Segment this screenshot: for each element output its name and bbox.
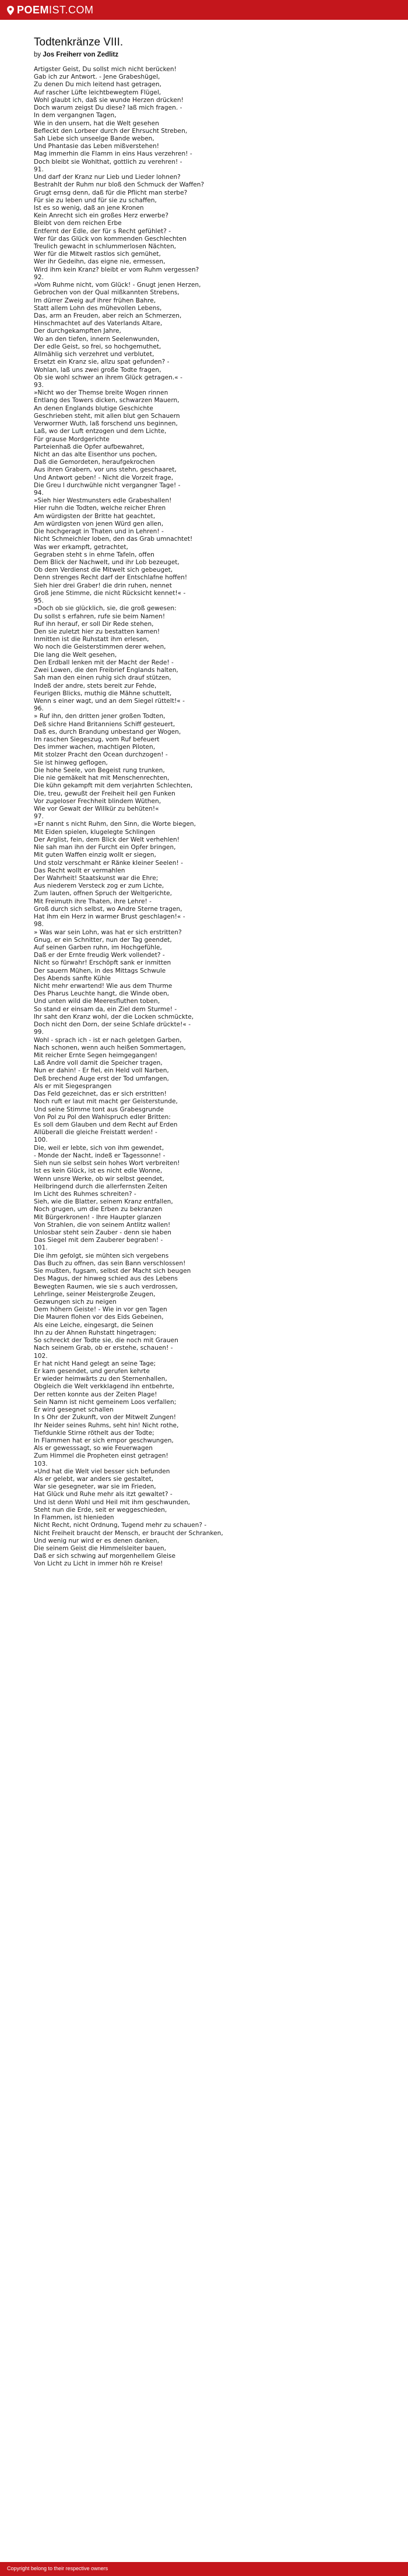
poem-line: 95. (34, 597, 44, 605)
byline-prefix: by (34, 51, 41, 58)
poem-line: Die ihm gefolgt, sie mühten sich vergebens (34, 1252, 169, 1259)
poem-line: Deß brechend Auge erst der Tod umfangen, (34, 1075, 169, 1082)
poem-line: Es soll dem Glauben und dem Recht auf Erden (34, 1121, 178, 1128)
poem-line: Steht nun die Erde, seit er weggeschieden, (34, 1506, 167, 1514)
poem-line: Zum lauten, offnen Spruch der Weltgerichte, (34, 890, 172, 898)
poem-line: Wer für die Mitwelt rastlos sich gemühet, (34, 251, 161, 258)
poem-line: Groß durch sich selbst, wo Andre Sterne tragen, (34, 905, 182, 913)
poem-line: » Ruf ihn, den dritten jener großen Todten, (34, 713, 166, 720)
author-link[interactable]: Jos Freiherr von Zedlitz (43, 51, 119, 58)
poem-line: 92. (34, 273, 44, 281)
poem-line: Der sauern Mühen, in des Mittags Schwule (34, 967, 166, 974)
poem-line: Artigster Geist, Du sollst mich nicht berücken! (34, 66, 177, 73)
poem-line: Die nie gemäkelt hat mit Menschenrechten, (34, 775, 170, 782)
poem-line: Dem Blick der Nachwelt, und ihr Lob bezeuget, (34, 559, 180, 566)
poem-line: Sein Namn ist nicht gemeinem Loos verfallen; (34, 1398, 177, 1406)
poem-line: Du sollst s erfahren, rufe sie beim Namen! (34, 613, 166, 620)
poem-line: Der Arglist, fein, dem Blick der Welt verhehlen! (34, 836, 180, 843)
poem-line: Inmitten ist die Ruhstatt ihm erlesen, (34, 636, 149, 643)
poem-line: Mit reicher Ernte Segen heimgegangen! (34, 1052, 158, 1059)
poem-line: 102. (34, 1352, 48, 1360)
logo-text: POEM (17, 4, 50, 16)
poem-line: Als er gelebt, war anders sie gestaltet, (34, 1476, 154, 1483)
poem-line: Am würdigsten von jenen Würd gen allen, (34, 520, 164, 527)
poem-line: Sie mußten, fugsam, selbst der Macht sich beugen (34, 1268, 191, 1275)
poem-line: Der Wahrheit! Staatskunst war die Ehre; (34, 874, 159, 882)
poem-line: Was wer erkampft, getrachtet, (34, 543, 128, 551)
poem-line: Nach schonen, wenn auch heißen Sommertagen, (34, 1044, 186, 1051)
poem-line: »Er nannt s nicht Ruhm, den Sinn, die Worte biegen, (34, 821, 196, 828)
poem-line: Allmählig sich verzehret und verblutet, (34, 351, 154, 358)
poem-line: Nicht an das alte Eisenthor uns pochen, (34, 451, 157, 458)
poem-line: 100. (34, 1136, 48, 1144)
poem-line: Wie in den unsern, hat die Welt gesehen (34, 119, 159, 127)
poem-line: Statt allem Lohn des mühevollen Lebens, (34, 304, 162, 312)
poem-line: Das Siegel mit dem Zauberer begraben! - (34, 1237, 163, 1244)
poem-line: Nicht Freiheit braucht der Mensch, er braucht der Schranken, (34, 1529, 223, 1537)
poem-line: Obgleich die Welt verkklagend ihn entbehrte, (34, 1383, 174, 1391)
poem-line: Daß es, durch Brandung unbestand ger Wogen, (34, 728, 181, 736)
poem-line: Denn strenges Recht darf der Entschlafne hoffen! (34, 574, 188, 582)
poem-line: Im Licht des Ruhmes schreiten? - (34, 1190, 136, 1198)
poem-line: Sah Liebe sich unseelge Bande weben, (34, 135, 154, 142)
poem-line: Laß Andre voll damit die Speicher tragen, (34, 1060, 163, 1067)
poem-line: Mit Freimuth ihre Thaten, ihre Lehre! - (34, 898, 152, 905)
pin-icon (7, 6, 14, 15)
byline (34, 51, 384, 59)
poem-line: Wie vor Gewalt der Willkür zu behüten!« (34, 805, 159, 812)
poem-line: Aus ihren Grabern, vor uns stehn, geschaaret, (34, 466, 177, 474)
poem-line: Auf seinen Garben ruhn, im Hochgefühle, (34, 944, 162, 951)
poem-line: Gegraben steht s in ehrne Tafeln, offen (34, 551, 154, 558)
poem-line: Und darf der Kranz nur Lieb und Lieder lohnen? (34, 174, 181, 181)
poem-line: Die seinem Geist die Himmelsleiter bauen, (34, 1545, 167, 1552)
poem-line: Und wenig nur wird er es denen danken, (34, 1537, 159, 1544)
poem-line: Mit Bürgerkronen! - Ihre Haupter glanzen (34, 1213, 161, 1221)
poem-line: »Und hat die Welt viel besser sich befunden (34, 1468, 170, 1475)
poem-line: Die kühn gekampft mit dem verjahrten Schlechten, (34, 782, 193, 790)
poem-line: Die Greu l durchwühle nicht vergangner Tage! - (34, 481, 181, 489)
poem-line: - Monde der Nacht, indeß er Tagessonne! - (34, 1152, 166, 1159)
poem-line: So stand er einsam da, ein Ziel dem Sturme! - (34, 1005, 177, 1013)
poem-line: Wenn s einer wagt, und an dem Siegel rüttelt!« - (34, 697, 185, 705)
poem-line: 101. (34, 1244, 48, 1252)
poem-line: Und stolz verschmaht er Ränke kleiner Seelen! - (34, 859, 183, 867)
poem-line: Der retten konnte aus der Zeiten Plage! (34, 1391, 157, 1398)
poem-line: Doch nicht den Dorn, der seine Schlafe drückte!« - (34, 1021, 191, 1029)
poem-line: Wohl - sprach ich - ist er nach geletgen Garben, (34, 1036, 182, 1044)
poem-line: Gezwungen sich zu neigen (34, 1298, 117, 1305)
poem-line: Und ist denn Wohl und Heil mit ihm geschwunden, (34, 1498, 191, 1506)
poem-line: Mit guten Waffen einzig wollt er siegen, (34, 851, 156, 859)
poem-line: Sieh, wie die Blatter, seinem Kranz entfallen, (34, 1198, 173, 1206)
poem-line: Entfernt der Edle, der für s Recht gefühlet? - (34, 227, 171, 235)
poem-line: Daß er sich schwing auf morgenhellem Gleise (34, 1553, 175, 1560)
poem-line: Er wieder heimwärts zu den Sternenhallen, (34, 1375, 167, 1383)
poem-line: »Vom Ruhme nicht, vom Glück! - Gnugt jenen Herzen, (34, 281, 201, 289)
poem-line: 103. (34, 1460, 48, 1468)
poem-line: Bewegten Raumen, wie sie s auch verdrossen, (34, 1283, 178, 1290)
poem-line: So schreckt der Todte sie, die noch mit Grauen (34, 1337, 178, 1345)
poem-line: Daß er der Ernte freudig Werk vollendet? - (34, 952, 165, 959)
poem-line: Das Buch zu offnen, das sein Bann verschlossen! (34, 1259, 186, 1267)
poem-line: Sieh nun sie selbst sein hohes Wort verbreiten! (34, 1160, 180, 1167)
poem-line: Für grause Mordgerichte (34, 435, 110, 443)
poem-line: Gnug, er ein Schnitter, nun der Tag geendet, (34, 936, 172, 944)
poem-line: Dem höhern Geiste! - Wie in vor gen Tagen (34, 1306, 167, 1314)
poem-line: Nach seinem Grab, ob er erstehe, schauen! - (34, 1345, 173, 1352)
poem-line: Feurigen Blicks, muthig die Mähne schuttelt, (34, 689, 172, 697)
poem-line: 96. (34, 705, 44, 713)
poem-line: Ob dem Verdienst die Mitwelt sich gebeuget, (34, 566, 173, 574)
poem-line: Mit stolzer Pracht den Ocean durchzogen! - (34, 751, 168, 759)
poem-line: Nicht so fürwahr! Erschöpft sank er inmitten (34, 959, 171, 967)
poem-line: Mit Eiden spielen, klugelegte Schlingen (34, 828, 156, 836)
poem-body (34, 66, 384, 1568)
poem-line: Zum Himmel die Propheten einst getragen! (34, 1452, 168, 1460)
poem-line: Den sie zuletzt hier zu bestatten kamen! (34, 628, 160, 635)
poem-line: Der durchgekampften Jahre, (34, 328, 121, 335)
site-header (0, 0, 408, 20)
poem-line: Noch grugen, um die Erben zu bekranzen (34, 1206, 163, 1213)
poem-line: 94. (34, 490, 44, 497)
poem-line: Die, treu, gewußt der Freiheit heil gen Funken (34, 790, 175, 797)
site-footer (0, 2562, 408, 2576)
poem-line: Wohlan, laß uns zwei große Todte fragen, (34, 366, 161, 374)
poem-line: Als er mit Siegesprangen (34, 1082, 112, 1090)
poem-line: Mag immerhin die Flamm in eins Haus verzehren! - (34, 150, 192, 158)
poem-line: Der edle Geist, so frei, so hochgemuthet, (34, 343, 161, 350)
poem-line: Zwei Lowen, die den Freibrief Englands halten, (34, 667, 178, 674)
poem-line: Wird ihm kein Kranz? bleibt er vom Ruhm vergessen? (34, 266, 199, 273)
poem-line: Bestrahlt der Ruhm nur bloß den Schmuck der Waffen? (34, 181, 205, 189)
poem-line: Des Magus, der hinweg schied aus des Lebens (34, 1275, 178, 1283)
poem-title: Todtenkränze VIII. (34, 36, 124, 48)
poem-line: Und Antwort geben! - Nicht die Vorzeit frage, (34, 474, 174, 481)
poem-line: Auf rascher Lüfte leichtbewegtem Flügel, (34, 89, 161, 96)
poem-line: In s Ohr der Zukunft, von der Mitwelt Zungen! (34, 1414, 177, 1421)
poem-line: Er wird gesegnet schallen (34, 1406, 114, 1414)
poem-line: Er kam gesendet, und gerufen kehrte (34, 1367, 150, 1375)
poem-line: Im dürrer Zweig auf ihrer frühen Bahre, (34, 297, 156, 304)
poem-line: Unlosbar steht sein Zauber - denn sie haben (34, 1229, 172, 1237)
poem-line: »Sieh hier Westmunsters edle Grabeshallen! (34, 497, 172, 505)
poem-line: Hat ihm ein Herz in warmer Brust geschlagen!« - (34, 913, 185, 921)
poem-content (34, 36, 384, 1568)
poem-line: In Flammen, ist hienieden (34, 1514, 114, 1522)
poem-line: Sah man den einen ruhig sich drauf stützen, (34, 674, 171, 682)
poem-line: Lehrlinge, seiner Meistergroße Zeugen, (34, 1290, 156, 1298)
poem-line: Und unten wild die Meeresfluthen toben, (34, 998, 160, 1005)
poem-line: Gebrochen von der Qual mißkannten Strebens, (34, 289, 180, 297)
poem-line: Grugt ernsg denn, daß für die Pflicht man sterbe? (34, 189, 188, 196)
poem-line: Am würdigsten der Britte hat geachtet, (34, 512, 156, 520)
poem-line: Aus niederem Versteck zog er zum Lichte, (34, 882, 164, 890)
poem-line: Ihr saht den Kranz wohl, der die Locken schmückte, (34, 1013, 194, 1020)
poem-line: Vor zugeloser Frechheit blindem Wüthen, (34, 797, 161, 805)
poem-line: Von Pol zu Pol den Wahlspruch edler Britten: (34, 1113, 171, 1121)
poem-line: »Doch ob sie glücklich, sie, die groß gewesen: (34, 605, 177, 613)
poem-line: Nicht Schmeichler loben, den das Grab umnachtet! (34, 536, 193, 543)
poem-line: Hat Glück und Ruhe mehr als itzt gewaltet? - (34, 1491, 173, 1498)
poem-line: Und Phantasie das Leben mißverstehen! (34, 143, 159, 150)
poem-line: Entlang des Towers dicken, schwarzen Mauern, (34, 397, 180, 404)
poem-line: Sie ist hinweg geflogen, (34, 759, 108, 766)
poem-line: Groß jene Stimme, die nicht Rücksicht kennet!« - (34, 589, 186, 597)
poem-line: Nun er dahin! - Er fiel, ein Held voll Narben, (34, 1067, 169, 1075)
poem-line: Ruf ihn herauf, er soll Dir Rede stehen, (34, 620, 154, 628)
poem-line: 91. (34, 166, 44, 173)
poem-line: Des Pharus Leuchte hangt, die Winde oben, (34, 990, 170, 998)
poem-line: Als er gewesssagt, so wie Feuerwagen (34, 1445, 153, 1452)
poem-line: Nicht mehr erwartend! Wie aus dem Thurme (34, 983, 173, 990)
poem-line: Kein Anrecht sich ein großes Herz erwerbe? (34, 212, 168, 220)
poem-line: »Nicht wo der Themse breite Wogen rinnen (34, 389, 168, 397)
poem-line: Wenn unsre Werke, ob wir selbst geendet, (34, 1175, 164, 1183)
poem-line: Hier ruhn die Todten, welche reicher Ehren (34, 505, 166, 512)
poem-line: Laß, wo der Luft entzogen und dem Lichte, (34, 428, 167, 435)
poem-line: Wo an den tiefen, innern Seelenwunden, (34, 335, 160, 343)
copyright-text: Copyright belong to their respective owners (7, 2566, 108, 2571)
poem-line: Ist es so wenig, daß an jene Kronen (34, 204, 144, 212)
poem-line: Des immer wachen, machtigen Piloten, (34, 744, 156, 751)
poem-line: Zu denen Du mich leitend hast getragen, (34, 81, 161, 89)
poem-line: In Flammen hat er sich empor geschwungen, (34, 1437, 174, 1444)
poem-line: Ob sie wohl schwer an ihrem Glück getragen.« - (34, 374, 182, 381)
poem-line: Die, weil er lebte, sich von ihm gewendet, (34, 1144, 164, 1152)
poem-line: Treulich gewacht in schlummerlosen Nächten, (34, 243, 177, 251)
poem-line: Gab ich zur Antwort. - Jene Grabeshügel, (34, 73, 160, 81)
poem-line: 93. (34, 381, 44, 389)
poem-line: » Was war sein Lohn, was hat er sich erstritten? (34, 928, 182, 936)
poem-line: Verworrner Wuth, laß forschend uns beginnen, (34, 420, 178, 428)
poem-line: 97. (34, 813, 44, 821)
poem-line: 98. (34, 921, 44, 928)
poem-line: Die hochgeragt in Thaten und in Lehren! - (34, 528, 164, 536)
poem-line: Hinschmachtet auf des Vaterlands Altare, (34, 320, 163, 328)
poem-line: Von Strahlen, die von seinem Antlitz wallen! (34, 1221, 171, 1229)
poem-line: Nicht Recht, nicht Ordnung, Tugend mehr zu schauen? - (34, 1522, 207, 1529)
poem-line: Noch ruft er laut mit macht ger Geisterstunde, (34, 1098, 178, 1106)
logo-text-light: IST.COM (49, 4, 94, 16)
poem-line: Wo noch die Geisterstimmen derer wehen, (34, 643, 166, 651)
poem-line: Deß sichre Hand Britanniens Schiff gesteuert, (34, 720, 175, 728)
poem-line: Die hohe Seele, von Begeist rung trunken, (34, 766, 165, 774)
site-logo[interactable] (7, 4, 94, 16)
poem-line: Den Erdball lenken mit der Macht der Rede! - (34, 659, 174, 666)
poem-line: Ersetzt ein Kranz sie, allzu spat gefunden? - (34, 358, 170, 366)
poem-line: Und seine Stimme tont aus Grabesgrunde (34, 1106, 164, 1113)
poem-line: Das Recht wollt er vermahlen (34, 867, 125, 874)
poem-line: Indeß der andre, stets bereit zur Fehde, (34, 682, 157, 689)
poem-line: Bleibt von dem reichen Erbe (34, 220, 122, 227)
poem-line: An denen Englands blutige Geschichte (34, 404, 153, 412)
poem-line: Die lang die Welt gesehen, (34, 651, 117, 659)
poem-line: Ist es kein Glück, ist es nicht edle Wonne, (34, 1167, 163, 1175)
poem-line: Wer ihr Gedeihn, das eigne nie, ermessen, (34, 258, 166, 266)
poem-line: Das Feld gezeichnet, das er sich erstritten! (34, 1090, 167, 1098)
poem-line: Daß die Gemordeten, heraufgekrochen (34, 459, 155, 466)
poem-line: Doch bleibt sie Wohlthat, gottlich zu verehren! - (34, 158, 182, 166)
poem-line: Heilbringend durch die allerfernsten Zeiten (34, 1183, 167, 1190)
poem-line: Nie sah man ihn der Furcht ein Opfer bringen, (34, 844, 176, 851)
poem-line: Als eine Leiche, eingesargt, die Seinen (34, 1321, 154, 1329)
poem-line: Sieh hier drei Graber! die drin ruhen, nennet (34, 582, 172, 589)
poem-line: In dem vergangnen Tagen, (34, 112, 117, 119)
poem-line: Das, arm an Freuden, aber reich an Schmerzen, (34, 312, 182, 319)
poem-line: Tiefdunkle Stirne röthelt aus der Todte; (34, 1429, 154, 1437)
poem-line: Geschrieben steht, mit allen blut gen Schauern (34, 412, 180, 420)
poem-line: Wohl glaubt ich, daß sie wunde Herzen drücken! (34, 96, 184, 104)
poem-line: Befleckt den Lorbeer durch der Ehrsucht Streben, (34, 127, 188, 135)
poem-line: Für sie zu leben und für sie zu schaffen, (34, 196, 157, 204)
poem-line: Von Licht zu Licht in immer höh re Kreise! (34, 1560, 163, 1568)
poem-line: Doch warum zeigst Du diese? laß mich fragen. - (34, 104, 182, 112)
poem-line: Im raschen Siegeszug, vom Ruf befeuert (34, 736, 160, 744)
poem-line: War sie gesegneter, war sie im Frieden, (34, 1483, 156, 1491)
poem-line: Ihn zu der Ahnen Ruhstatt hingetragen; (34, 1329, 157, 1336)
poem-line: Er hat nicht Hand gelegt an seine Tage; (34, 1360, 156, 1367)
poem-line: Parteienhaß die Opfer aufbewahret, (34, 443, 145, 451)
poem-line: Wer für das Glück von kommenden Geschlechten (34, 235, 187, 242)
poem-line: Ihr Neider seines Ruhms, seht hin! Nicht rothe, (34, 1421, 179, 1429)
poem-line: 99. (34, 1029, 44, 1036)
poem-line: Allüberall die gleiche Freistatt werden! - (34, 1129, 157, 1136)
poem-line: Des Abends sanfte Kühle (34, 974, 111, 982)
poem-line: Die Mauren flohen vor des Eids Gebeinen, (34, 1314, 164, 1321)
